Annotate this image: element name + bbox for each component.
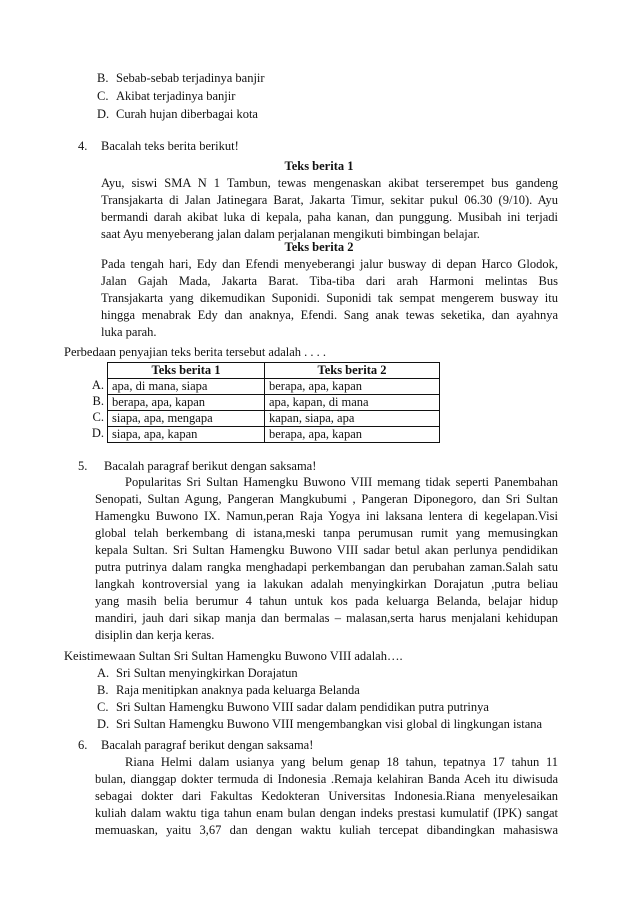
q4-question: Perbedaan penyajian teks berita tersebut adalah . . . . xyxy=(64,345,327,359)
q5-paragraph-line: disiplin dan kerja keras. xyxy=(95,628,215,642)
q5-paragraph-line: kepala Sultan. Sri Sultan Hamengku Buwono VIII sadar betul akan perlunya pendidikan xyxy=(95,543,558,557)
q3-option-d: D. Curah hujan diberbagai kota xyxy=(97,107,258,121)
table-cell: berapa, apa, kapan xyxy=(265,427,440,443)
q5-paragraph-line: Senopati, Sultan Agung, Pangeran Mangkubumi , Pangeran Diponegoro, dan Sri Sultan xyxy=(95,492,558,506)
q4-number: 4. xyxy=(78,139,88,153)
q5-paragraph-line: putra putrinya dalam rangka menghadapi perkembangan dan perubahan zaman.Salah satu xyxy=(95,560,558,574)
q5-paragraph-line: langkah kontroversial yang ia lakukan adalah menyingkirkan Dorajatun ,putra beliau xyxy=(95,577,558,591)
q5-option-d: D. Sri Sultan Hamengku Buwono VIII mengembangkan visi global di lingkungan istana xyxy=(97,717,543,731)
q5-number: 5. xyxy=(78,459,88,473)
table-row-letter: B. xyxy=(92,394,104,408)
table-cell: siapa, apa, mengapa xyxy=(108,411,265,427)
q6-number: 6. xyxy=(78,738,88,752)
table-row-letter: D. xyxy=(91,426,104,440)
table-row xyxy=(108,427,440,443)
q4-instruction: Bacalah teks berita berikut! xyxy=(101,139,239,153)
table-cell: siapa, apa, kapan xyxy=(108,427,265,443)
table-cell: apa, kapan, di mana xyxy=(265,395,440,411)
q5-paragraph-line: global telah berkembang di istana,meski tanpa perumusan rumit yang memusingkan xyxy=(95,526,558,540)
q6-paragraph-line: sebagai dokter dari Fakultas Kedokteran Universitas Indonesia.Riana menyelesaikan xyxy=(95,789,558,803)
table-row-letter: A. xyxy=(91,378,104,392)
q5-option-b: B. Raja menitipkan anaknya pada keluarga Belanda xyxy=(97,683,360,697)
table-row xyxy=(108,379,440,395)
news1-line: Ayu, siswi SMA N 1 Tambun, tewas mengenaskan akibat terserempet bus gandeng xyxy=(101,176,558,190)
news2-title: Teks berita 2 xyxy=(284,240,354,254)
news2-line: hingga menabrak Edy dan anaknya, Efendi. Sang anak tewas seketika, dan ayahnya xyxy=(101,308,558,322)
q3-option-c: C. Akibat terjadinya banjir xyxy=(97,89,236,103)
q6-paragraph-line: bulan, dianggap dokter termuda di Indonesia .Remaja kelahiran Banda Aceh itu diwisuda xyxy=(95,772,558,786)
table-header: Teks berita 1 xyxy=(108,363,265,379)
q6-instruction: Bacalah paragraf berikut dengan saksama! xyxy=(101,738,314,752)
q5-option-a: A. Sri Sultan menyingkirkan Dorajatun xyxy=(97,666,298,680)
table-cell: kapan, siapa, apa xyxy=(265,411,440,427)
q6-paragraph-line: Riana Helmi dalam usianya yang belum genap 18 tahun, tepatnya 17 tahun 11 xyxy=(125,755,558,769)
table-cell: berapa, apa, kapan xyxy=(265,379,440,395)
q5-instruction: Bacalah paragraf berikut dengan saksama! xyxy=(104,459,317,473)
table-header-row xyxy=(108,363,440,379)
q6-paragraph-line: memuaskan, yaitu 3,67 dan dengan waktu kuliah tercepat dibandingkan mahasiswa xyxy=(95,823,558,837)
news1-title: Teks berita 1 xyxy=(284,159,354,173)
table-row xyxy=(108,411,440,427)
news1-line: bermandi darah akibat luka di kepala, paha kanan, dan punggung. Musibah ini terjadi xyxy=(101,210,558,224)
q3-option-b: B. Sebab-sebab terjadinya banjir xyxy=(97,71,265,85)
q5-paragraph-line: Popularitas Sri Sultan Hamengku Buwono VIII memang tidak seperti Panembahan xyxy=(125,475,558,489)
news2-line: Pada tengah hari, Edy dan Efendi menyeberangi jalur busway di depan Harco Glodok, xyxy=(101,257,558,271)
table-cell: berapa, apa, kapan xyxy=(108,395,265,411)
table-row xyxy=(108,395,440,411)
q5-paragraph-line: mandiri, jauh dari sikap manja dan bermalas – malasan,serta harus menjalani kehidupan xyxy=(95,611,558,625)
table-cell: apa, di mana, siapa xyxy=(108,379,265,395)
comparison-table xyxy=(107,362,440,443)
news1-line: saat Ayu menyeberang jalan dalam perjalanan mengikuti bimbingan belajar. xyxy=(101,227,480,241)
table-header: Teks berita 2 xyxy=(265,363,440,379)
news2-line: Transjakarta yang dikemudikan Suponidi. Suponidi tak sempat mengerem busway itu xyxy=(101,291,558,305)
q5-paragraph-line: Hamengku Buwono IX. Namun,peran Raja Yogya ini laksana lentera di kegelapan.Visi xyxy=(95,509,558,523)
q6-paragraph-line: kuliah dalam waktu tiga tahun enam bulan dengan indeks prestasi kumulatif (IPK) sangat xyxy=(95,806,558,820)
news2-line: luka parah. xyxy=(101,325,157,339)
table-row-letter: C. xyxy=(92,410,104,424)
q5-paragraph-line: yang masih belia berumur 4 tahun untuk kos pada keluarga Belanda, belajar hidup xyxy=(95,594,558,608)
news2-line: Jalan Gajah Mada, Jakarta Barat. Tiba-tiba dari arah Harmoni melintas Bus xyxy=(101,274,558,288)
q5-option-c: C. Sri Sultan Hamengku Buwono VIII sadar dalam pendidikan putra putrinya xyxy=(97,700,489,714)
q5-question: Keistimewaan Sultan Sri Sultan Hamengku Buwono VIII adalah…. xyxy=(64,649,403,663)
news1-line: Transjakarta di Jalan Jatinegara Barat, Jakarta Timur, sekitar pukul 06.30 (9/10). Ayu xyxy=(101,193,558,207)
